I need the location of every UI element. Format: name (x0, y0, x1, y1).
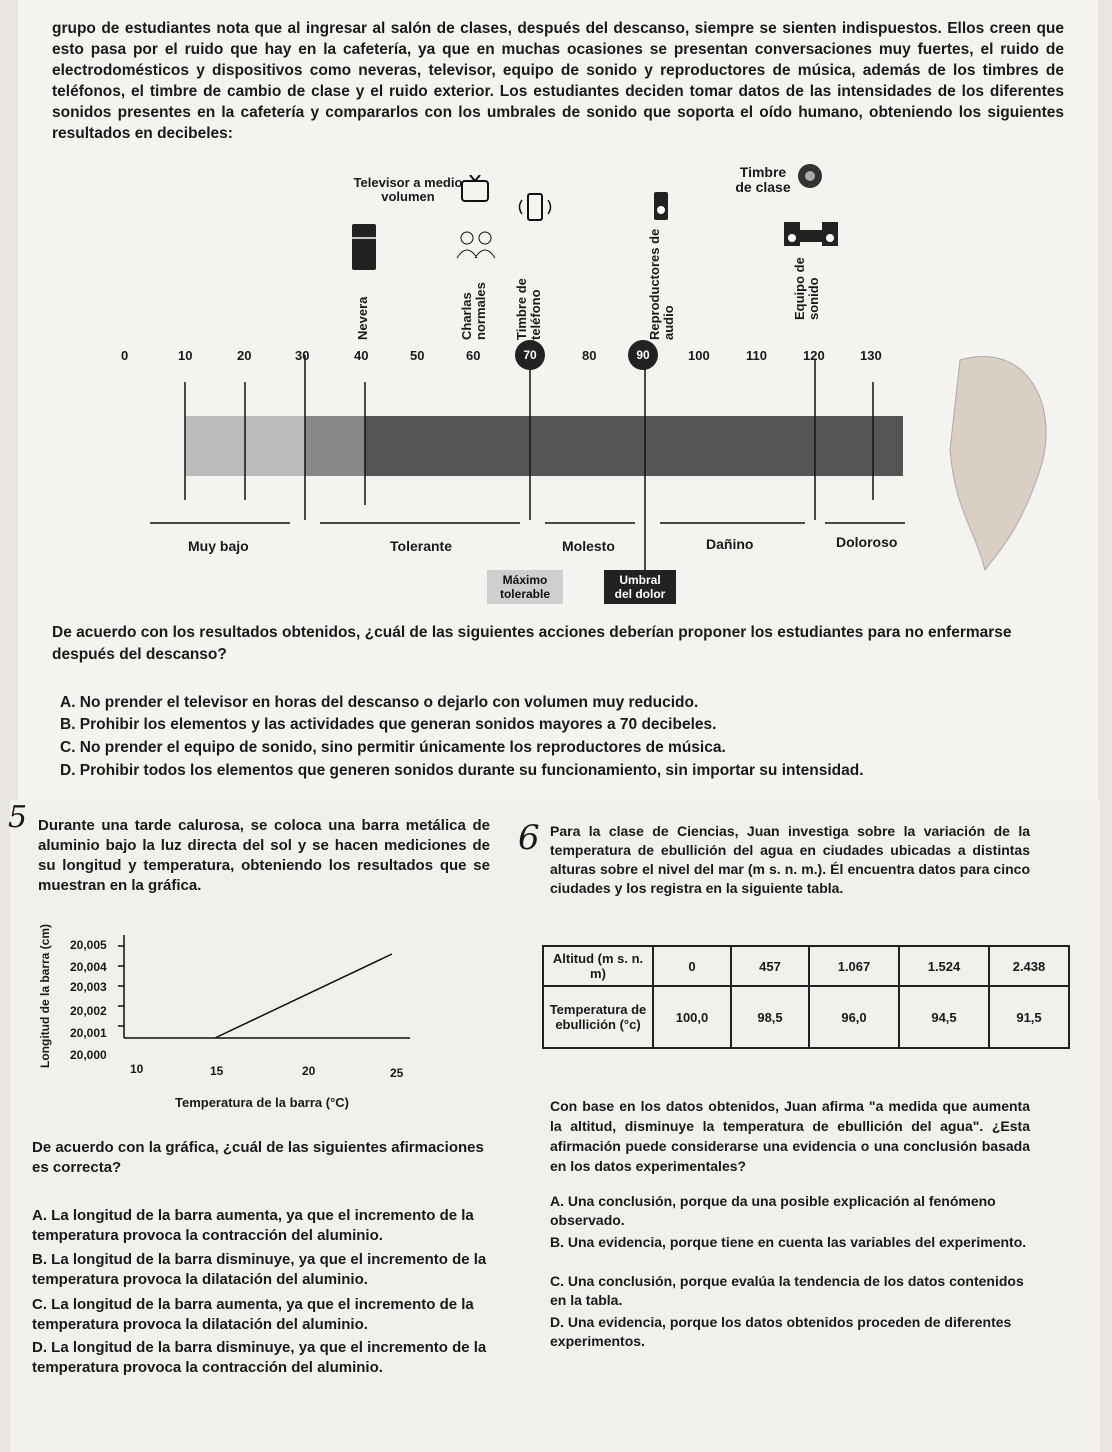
table-head-temperatura: Temperatura de ebullición (°c) (543, 986, 653, 1048)
table-cell: 96,0 (809, 986, 899, 1048)
q5-option-c[interactable]: C. La longitud de la barra aumenta, ya que el incremento de la temperatura provoca la dilatación del aluminio. (32, 1296, 474, 1333)
range-muy-bajo: Muy bajo (188, 538, 249, 554)
tick-120: 120 (803, 348, 825, 363)
tick-60: 60 (466, 348, 481, 363)
ytick-0: 20,005 (70, 938, 107, 952)
q5-chart-line (215, 954, 392, 1038)
tick-20: 20 (237, 348, 252, 363)
tick-30: 30 (295, 348, 310, 363)
xtick-15: 15 (210, 1064, 224, 1078)
ear-image (950, 357, 1046, 570)
table-cell: 100,0 (653, 986, 731, 1048)
table-cell: 457 (731, 946, 809, 986)
range-doloroso: Doloroso (836, 534, 898, 550)
tick-10: 10 (178, 348, 193, 363)
range-tolerante: Tolerante (390, 538, 452, 554)
bell-icon (794, 160, 834, 190)
q5-option-b[interactable]: B. La longitud de la barra disminuye, ya que el incremento de la temperatura provoca la dilatación del aluminio. (32, 1251, 487, 1288)
audio-player-icon (652, 190, 670, 222)
tick-80: 80 (582, 348, 597, 363)
pain-threshold-box: Umbral del dolor (604, 570, 676, 604)
q6-table (542, 945, 1070, 1049)
q6-stem: Para la clase de Ciencias, Juan investiga sobre la variación de la temperatura de ebullición del agua en ciudades ubicadas a distintas alturas sobre el nivel del mar (m s. n. m.). Él encuentra datos para cinco ciudades y los registra en la siguiente tabla. (550, 823, 1030, 896)
label-tv: Televisor a medio volumen (353, 175, 463, 204)
table-cell: 91,5 (989, 986, 1069, 1048)
label-stereo: Equipo de sonido (792, 257, 821, 320)
table-head-altitud: Altitud (m s. n. m) (543, 946, 653, 986)
q5-option-d[interactable]: D. La longitud de la barra disminuye, ya que el incremento de la temperatura provoca la contracción del aluminio. (32, 1339, 487, 1376)
table-cell: 2.438 (989, 946, 1069, 986)
table-row (543, 986, 1069, 1048)
q6-question: Con base en los datos obtenidos, Juan afirma "a medida que aumenta la altitud, disminuye la temperatura de ebullición del agua". ¿Esta afirmación puede considerarse una evidencia o una conclusión basada en los datos experimentales? (550, 1098, 1030, 1174)
ytick-3: 20,002 (70, 1004, 107, 1018)
tick-100: 100 (688, 348, 710, 363)
q5-option-a[interactable]: A. La longitud de la barra aumenta, ya que el incremento de la temperatura provoca la contracción del aluminio. (32, 1207, 474, 1244)
tick-70: 70 (515, 340, 545, 370)
label-bell: Timbre de clase (735, 164, 791, 195)
label-phone: Timbre de teléfono (514, 278, 543, 340)
q4-option-c[interactable]: C. No prender el equipo de sonido, sino permitir únicamente los reproductores de música. (60, 739, 726, 756)
q6-option-c[interactable]: C. Una conclusión, porque evalúa la tendencia de los datos contenidos en la tabla. (550, 1273, 1024, 1308)
tv-icon (460, 175, 490, 203)
q6-option-d[interactable]: D. Una evidencia, porque los datos obtenidos proceden de diferentes experimentos. (550, 1314, 1012, 1349)
q4-question: De acuerdo con los resultados obtenidos, ¿cuál de las siguientes acciones deberían proponer los estudiantes para no enfermarse después del descanso? (52, 624, 1012, 663)
table-row (543, 946, 1069, 986)
intro-paragraph: grupo de estudiantes nota que al ingresar al salón de clases, después del descanso, siempre se sienten indispuestos. Ellos creen que esto pasa por el ruido que hay en la cafetería, ya que en muchas ocasiones se presentan conversaciones muy fuertes, el ruido de electrodomésticos y dispositivos como neveras, televisor, equipo de sonido y reproductores de música, además de los timbres de teléfonos, el timbre de cambio de clase y el ruido exterior. Los estudiantes deciden tomar datos de las intensidades de los diferentes sonidos presentes en la cafetería y compararlos con los umbrales de sonido que soporta el oído humano, obteniendo los siguientes resultados en decibeles: (52, 20, 1064, 142)
table-cell: 1.524 (899, 946, 989, 986)
q5-chart-ylabel: Longitud de la barra (cm) (38, 923, 52, 1068)
q5-number: 5 (8, 800, 28, 835)
tick-90: 90 (628, 340, 658, 370)
range-molesto: Molesto (562, 538, 615, 554)
table-cell: 94,5 (899, 986, 989, 1048)
fridge-icon (350, 222, 378, 272)
tick-0: 0 (121, 348, 129, 363)
tick-110: 110 (746, 348, 767, 363)
xtick-10: 10 (130, 1062, 144, 1076)
q5-chart-xlabel: Temperatura de la barra (°C) (175, 1095, 350, 1110)
q4-option-d[interactable]: D. Prohibir todos los elementos que generen sonidos durante su funcionamiento, sin importar su intensidad. (60, 762, 864, 779)
max-tolerable-box: Máximo tolerable (487, 570, 563, 604)
q6-number: 6 (518, 818, 540, 858)
table-cell: 0 (653, 946, 731, 986)
ytick-2: 20,003 (70, 980, 107, 994)
tick-40: 40 (354, 348, 369, 363)
label-players: Reproductores de audio (647, 228, 676, 340)
q4-option-a[interactable]: A. No prender el televisor en horas del descanso o dejarlo con volumen muy reducido. (60, 694, 699, 711)
tick-130: 130 (860, 348, 882, 363)
phone-icon (512, 192, 558, 222)
ytick-5: 20,000 (70, 1048, 107, 1062)
ytick-1: 20,004 (70, 960, 107, 974)
ytick-4: 20,001 (70, 1026, 107, 1040)
tick-50: 50 (410, 348, 425, 363)
people-icon (455, 228, 499, 260)
decibel-band-mid (305, 416, 365, 476)
range-danino: Dañino (706, 536, 754, 552)
q6-option-b[interactable]: B. Una evidencia, porque tiene en cuenta las variables del experimento. (550, 1234, 1027, 1250)
xtick-20: 20 (302, 1064, 316, 1078)
label-talk: Charlas normales (459, 282, 488, 340)
table-cell: 1.067 (809, 946, 899, 986)
table-cell: 98,5 (731, 986, 809, 1048)
q6-option-a[interactable]: A. Una conclusión, porque da una posible explicación al fenómeno observado. (550, 1193, 996, 1228)
q5-question: De acuerdo con la gráfica, ¿cuál de las siguientes afirmaciones es correcta? (32, 1139, 484, 1176)
label-fridge: Nevera (355, 296, 370, 340)
q4-option-b[interactable]: B. Prohibir los elementos y las actividades que generan sonidos mayores a 70 decibeles. (60, 716, 717, 733)
xtick-25: 25 (390, 1066, 404, 1080)
q5-stem: Durante una tarde calurosa, se coloca una barra metálica de aluminio bajo la luz directa del sol y se hacen mediciones de su longitud y temperatura, obteniendo los resultados que se muestran en la gráfica. (38, 817, 490, 894)
